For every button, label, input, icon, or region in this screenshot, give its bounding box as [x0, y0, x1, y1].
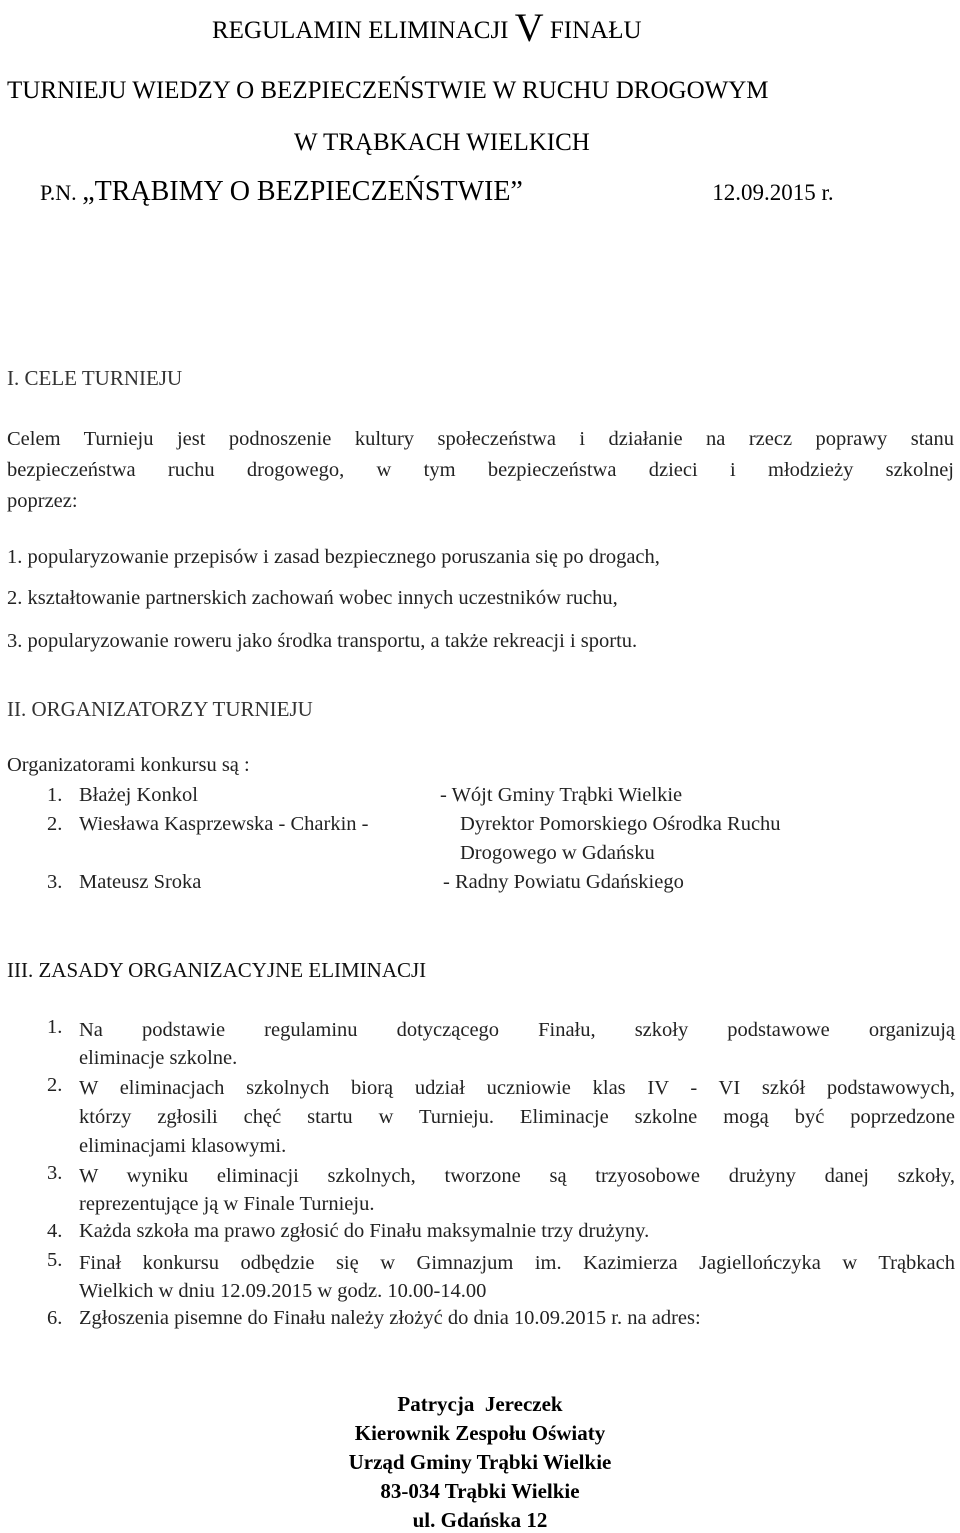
section-3-item-6: Zgłoszenia pisemne do Finału należy złożyć do dnia 10.09.2015 r. na adres: — [79, 1307, 701, 1329]
section-3-item-5-line1: Finał konkursu odbędzie się w Gimnazjum im. Kazimierza Jagiellończyka w Trąbkach — [79, 1252, 955, 1274]
section-3-item-3-line1: W wyniku eliminacji szkolnych, tworzone są trzyosobowe drużyny danej szkoły, — [79, 1165, 955, 1187]
section-3-item-4: Każda szkoła ma prawo zgłosić do Finału maksymalnie trzy drużyny. — [79, 1220, 650, 1242]
section-3-item-1-num: 1. — [47, 1016, 63, 1038]
section-3-item-2-line2: którzy zgłosili chęć startu w Turnieju. Eliminacje szkolne mogą być poprzedzone — [79, 1106, 955, 1128]
section-3-item-2-line3: eliminacjami klasowymi. — [79, 1135, 287, 1157]
section-3-item-5-line2: Wielkich w dniu 12.09.2015 w godz. 10.00-14.00 — [79, 1280, 487, 1302]
organizer-1-num: 1. — [47, 784, 63, 806]
doc-title-roman-numeral: V — [514, 5, 544, 50]
section-3-item-3-num: 3. — [47, 1162, 63, 1184]
doc-title-line4 — [40, 176, 834, 208]
section-3-item-2 — [79, 1074, 955, 1161]
address-recipient-name: Patrycja Jereczek — [397, 1392, 563, 1416]
section-3-item-3 — [79, 1162, 955, 1218]
section-3-item-5 — [79, 1249, 955, 1305]
organizer-2-num: 2. — [47, 813, 63, 835]
section-3-item-1-line2: eliminacje szkolne. — [79, 1047, 238, 1069]
section-3-item-6-num: 6. — [47, 1307, 63, 1329]
organizer-3-name: Mateusz Sroka — [79, 871, 202, 893]
doc-title-part1: REGULAMIN ELIMINACJI — [212, 17, 515, 44]
organizer-2-name: Wiesława Kasprzewska - Charkin - — [79, 813, 369, 835]
section-1-intro-line1: Celem Turnieju jest podnoszenie kultury społeczeństwa i działanie na rzecz poprawy stanu — [7, 428, 954, 450]
address-street: ul. Gdańska 12 — [412, 1508, 548, 1532]
organizer-2-role: Dyrektor Pomorskiego Ośrodka Ruchu — [460, 813, 781, 835]
section-2-intro: Organizatorami konkursu są : — [7, 754, 250, 776]
address-office: Urząd Gminy Trąbki Wielkie — [348, 1450, 612, 1474]
section-1-intro-line2: bezpieczeństwa ruchu drogowego, w tym bezpieczeństwa dzieci i młodzieży szkolnej — [7, 459, 954, 481]
section-3-item-3-line2: reprezentujące ją w Finale Turnieju. — [79, 1193, 375, 1215]
doc-title-line2: TURNIEJU WIEDZY O BEZPIECZEŃSTWIE W RUCHU DROGOWYM — [7, 77, 769, 104]
section-1-intro — [7, 424, 954, 517]
doc-title-pn: P.N. — [40, 180, 83, 205]
section-3-item-2-line1: W eliminacjach szkolnych biorą udział uczniowie klas IV - VI szkół podstawowych, — [79, 1077, 955, 1099]
organizer-3-role: - Radny Powiatu Gdańskiego — [443, 871, 684, 893]
doc-title-part2: FINAŁU — [543, 17, 642, 44]
address-postal-code-city: 83-034 Trąbki Wielkie — [380, 1479, 580, 1503]
organizer-2-role-cont: Drogowego w Gdańsku — [460, 842, 655, 864]
section-1-heading: I. CELE TURNIEJU — [7, 366, 183, 390]
organizer-1-name: Błażej Konkol — [79, 784, 198, 806]
section-3-item-1-line1: Na podstawie regulaminu dotyczącego Finału, szkoły podstawowe organizują — [79, 1019, 955, 1041]
event-name: „TRĄBIMY O BEZPIECZEŃSTWIE” — [82, 176, 523, 207]
section-3-item-4-num: 4. — [47, 1220, 63, 1242]
section-3-item-2-num: 2. — [47, 1074, 63, 1096]
section-3-item-5-num: 5. — [47, 1249, 63, 1271]
section-1-item-2: 2. kształtowanie partnerskich zachowań wobec innych uczestników ruchu, — [7, 587, 618, 609]
event-date: 12.09.2015 r. — [712, 180, 834, 205]
organizer-3-num: 3. — [47, 871, 63, 893]
section-1-intro-line3: poprzez: — [7, 490, 78, 512]
doc-title-line1 — [212, 4, 642, 51]
organizer-1-role: - Wójt Gminy Trąbki Wielkie — [440, 784, 683, 806]
section-1-item-1: 1. popularyzowanie przepisów i zasad bezpiecznego poruszania się po drogach, — [7, 546, 660, 568]
section-1-item-3: 3. popularyzowanie roweru jako środka transportu, a także rekreacji i sportu. — [7, 630, 638, 652]
doc-title-line3: W TRĄBKACH WIELKICH — [294, 129, 590, 156]
section-3-heading: III. ZASADY ORGANIZACYJNE ELIMINACJI — [7, 958, 427, 982]
section-3-item-1 — [79, 1016, 955, 1072]
address-recipient-title: Kierownik Zespołu Oświaty — [354, 1421, 606, 1445]
section-2-heading: II. ORGANIZATORZY TURNIEJU — [7, 697, 313, 721]
